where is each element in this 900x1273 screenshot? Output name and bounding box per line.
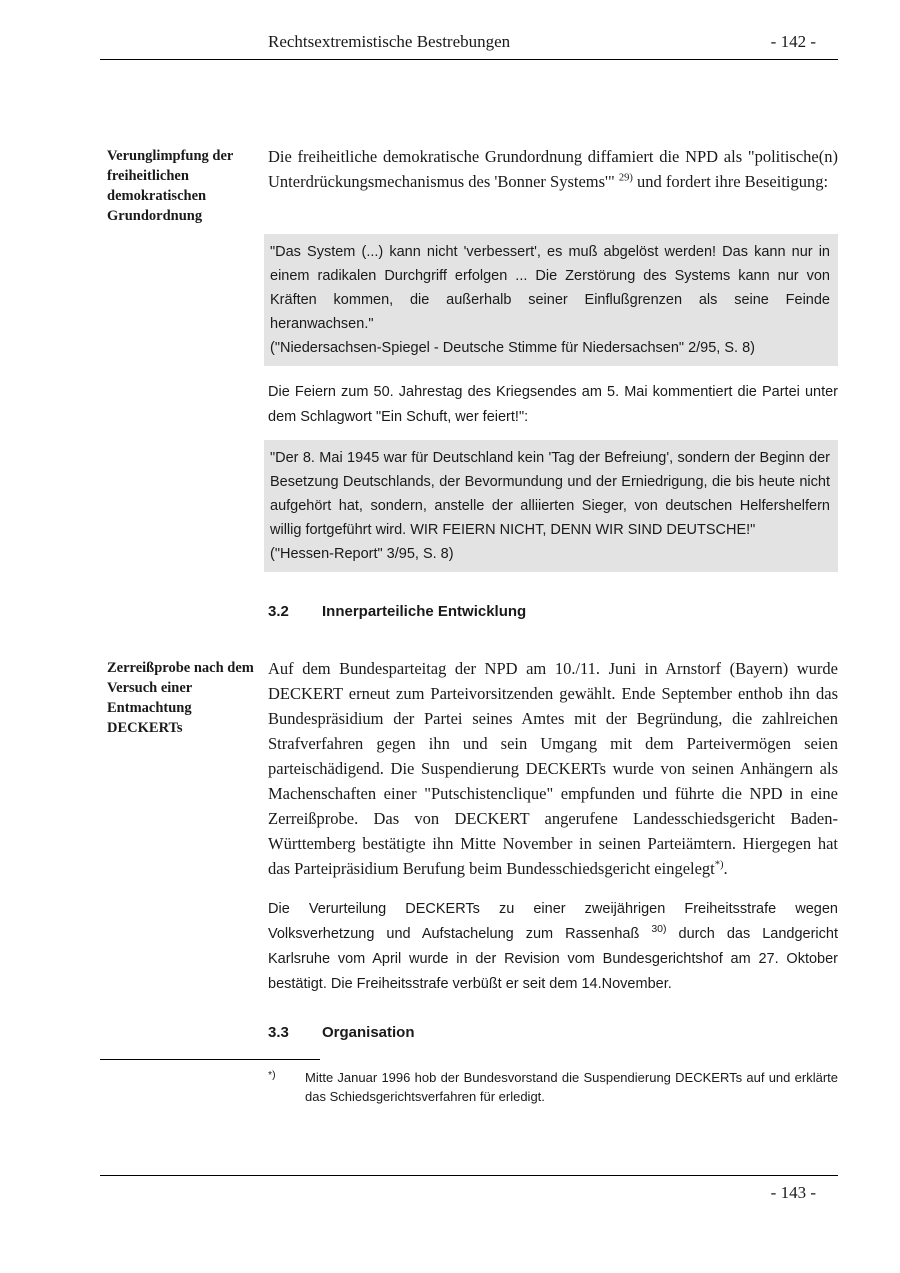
paragraph-4	[268, 897, 838, 997]
paragraph-2: Die Feiern zum 50. Jahrestag des Kriegsendes am 5. Mai kommentiert die Partei unter dem Schlagwort "Ein Schuft, wer feiert!":	[268, 384, 838, 425]
quote-1-source: ("Niedersachsen-Spiegel - Deutsche Stimme für Niedersachsen" 2/95, S. 8)	[270, 340, 755, 356]
footnote-ref-29: 29)	[618, 172, 633, 184]
quote-block-2	[264, 440, 838, 572]
footnote-marker: *)	[268, 1069, 276, 1081]
paragraph-4-text: Die Verurteilung DECKERTs zu einer zweijährigen Freiheitsstrafe wegen Volksverhetzung und Aufstachelung zum Rassenhaß	[268, 901, 838, 942]
main-column	[268, 144, 838, 194]
paragraph-1	[268, 144, 838, 194]
section-heading-3-2	[268, 602, 838, 622]
paragraph-3-text-cont: .	[723, 859, 728, 878]
quote-block-1	[264, 234, 838, 366]
footnote-separator	[100, 1059, 320, 1060]
margin-note-2-text: Zerreißprobe nach dem Versuch einer Entmachtung DECKERTs	[107, 660, 254, 736]
footnote-ref-30: 30)	[651, 923, 667, 936]
header-page-number: - 142 -	[770, 32, 816, 51]
page-header	[100, 0, 838, 60]
footnote-text: Mitte Januar 1996 hob der Bundesvorstand die Suspendierung DECKERTs auf und erklärte das Schiedsgerichtsverfahren für erledigt.	[305, 1070, 838, 1104]
section-3-2-title: Innerparteiliche Entwicklung	[322, 603, 527, 620]
quote-1-text: "Das System (...) kann nicht 'verbessert', es muß abgelöst werden! Das kann nur in einem radikalen Durchgriff erfolgen ... Die Zerstörung des Systems kann nur von Kräften kommen, die außerhalb seiner Einflußgrenzen als seine Feinde heranwachsen."	[270, 244, 830, 332]
content-row-1	[100, 144, 838, 226]
margin-note-2	[100, 656, 268, 738]
quote-2-source: ("Hessen-Report" 3/95, S. 8)	[270, 546, 454, 562]
section-3-2-number: 3.2	[268, 603, 289, 620]
paragraph-4-text-cont: durch das Landgericht Karlsruhe vom April wurde in der Revision vom Bundesgerichtshof am 27. Oktober bestätigt. Die Freiheitsstrafe verbüßt er seit dem 14.November.	[268, 926, 838, 992]
section-heading-3-3	[268, 1023, 838, 1043]
margin-note-1	[100, 144, 268, 226]
paragraph-3	[268, 656, 838, 881]
footnote-ref-star: *)	[714, 859, 724, 871]
header-title: Rechtsextremistische Bestrebungen	[268, 32, 511, 51]
footnote	[268, 1068, 838, 1106]
paragraph-1-text-cont: und fordert ihre Beseitigung:	[632, 172, 829, 191]
content-row-2	[100, 656, 838, 881]
page-footer	[100, 1175, 838, 1203]
paragraph-1-text: Die freiheitliche demokratische Grundordnung diffamiert die NPD als "politische(n) Unterdrückungsmechanismus des 'Bonner Systems'"	[268, 147, 838, 191]
section-3-3-number: 3.3	[268, 1024, 289, 1041]
section-3-3-title: Organisation	[322, 1024, 415, 1041]
quote-2-text: "Der 8. Mai 1945 war für Deutschland kein 'Tag der Befreiung', sondern der Beginn der Besetzung Deutschlands, der Bevormundung und der Erniedrigung, die bis heute nicht aufgehört hat, sondern, anstelle der alliierten Sieger, von deutschen Helfershelfern willig fortgeführt wird. WIR FEIERN NICHT, DENN WIR SIND DEUTSCHE!"	[270, 450, 830, 538]
main-column	[268, 656, 838, 881]
paragraph-3-text: Auf dem Bundesparteitag der NPD am 10./11. Juni in Arnstorf (Bayern) wurde DECKERT erneut zum Parteivorsitzenden gewählt. Ende September enthob ihn das Bundespräsidium der Partei seines Amtes mit der Begründung, die zahlreichen Strafverfahren gegen ihn und sein Umgang mit dem Parteivermögen seien parteischädigend. Die Suspendierung DECKERTs wurde von seinen Anhängern als Machenschaften einer "Putschistenclique" empfunden und führte die NPD in eine Zerreißprobe. Das von DECKERT angerufene Landesschiedsgericht Baden-Württemberg bestätigte ihn Mitte November in seinen Parteiämtern. Hiergegen hat das Parteipräsidium Berufung beim Bundesschiedsgericht eingelegt	[268, 659, 838, 878]
footer-page-number: - 143 -	[770, 1183, 816, 1202]
margin-note-1-text: Verunglimpfung der freiheitlichen demokratischen Grundordnung	[107, 148, 234, 224]
